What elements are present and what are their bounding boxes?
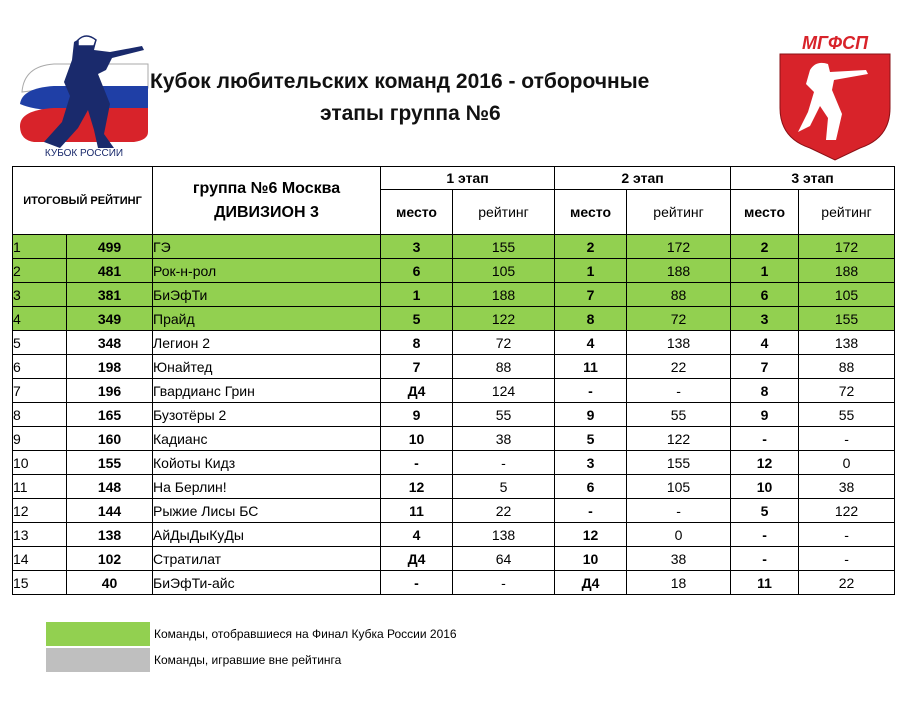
row-number: 13 [13, 523, 67, 547]
stage3-place: 5 [731, 499, 799, 523]
table-row [13, 307, 895, 331]
legend-text: Команды, игравшие вне рейтинга [154, 653, 342, 667]
row-number: 6 [13, 355, 67, 379]
stage1-place: 4 [381, 523, 453, 547]
stage2-rating: - [627, 499, 731, 523]
stage3-place: - [731, 427, 799, 451]
stage2-rating: 138 [627, 331, 731, 355]
header-place-2: место [555, 190, 627, 235]
page-title [150, 66, 770, 130]
row-number: 10 [13, 451, 67, 475]
table-row [13, 499, 895, 523]
total-rating: 138 [67, 523, 153, 547]
stage2-place: 2 [555, 235, 627, 259]
row-number: 11 [13, 475, 67, 499]
stage3-rating: 0 [799, 451, 895, 475]
legend-text: Команды, отобравшиеся на Финал Кубка России 2016 [154, 627, 457, 641]
stage2-rating: 72 [627, 307, 731, 331]
stage1-place: Д4 [381, 379, 453, 403]
stage3-place: 8 [731, 379, 799, 403]
team-name: Бузотёры 2 [153, 403, 381, 427]
total-rating: 148 [67, 475, 153, 499]
stage3-rating: 105 [799, 283, 895, 307]
logo-left-caption: КУБОК РОССИИ [44, 148, 124, 159]
title-line-2: этапы группа №6 [320, 102, 501, 125]
stage3-rating: 172 [799, 235, 895, 259]
table-row [13, 403, 895, 427]
header-rating-1: рейтинг [453, 190, 555, 235]
total-rating: 381 [67, 283, 153, 307]
stage2-rating: 22 [627, 355, 731, 379]
stage2-place: 11 [555, 355, 627, 379]
team-name: Койоты Кидз [153, 451, 381, 475]
stage3-rating: 122 [799, 499, 895, 523]
stage1-place: 10 [381, 427, 453, 451]
stage1-rating: 72 [453, 331, 555, 355]
total-rating: 196 [67, 379, 153, 403]
header-stage-2: 2 этап [555, 167, 731, 190]
team-name: Кадианс [153, 427, 381, 451]
stage2-place: 5 [555, 427, 627, 451]
stage1-place: 3 [381, 235, 453, 259]
stage3-place: 7 [731, 355, 799, 379]
team-name: БиЭфТи-айс [153, 571, 381, 595]
total-rating: 348 [67, 331, 153, 355]
stage2-rating: 0 [627, 523, 731, 547]
stage3-place: 4 [731, 331, 799, 355]
stage2-place: 9 [555, 403, 627, 427]
table-row [13, 427, 895, 451]
stage1-place: 1 [381, 283, 453, 307]
table-row [13, 523, 895, 547]
row-number: 15 [13, 571, 67, 595]
stage3-rating: 38 [799, 475, 895, 499]
stage1-rating: - [453, 451, 555, 475]
total-rating: 160 [67, 427, 153, 451]
table-body [13, 235, 895, 595]
stage3-place: 2 [731, 235, 799, 259]
team-name: Гвардианс Грин [153, 379, 381, 403]
header-total-rating: ИТОГОВЫЙ РЕЙТИНГ [13, 167, 153, 235]
stage2-place: 8 [555, 307, 627, 331]
stage1-rating: 64 [453, 547, 555, 571]
row-number: 12 [13, 499, 67, 523]
stage2-rating: 122 [627, 427, 731, 451]
stage3-rating: - [799, 547, 895, 571]
stage2-place: 4 [555, 331, 627, 355]
stage2-place: Д4 [555, 571, 627, 595]
row-number: 3 [13, 283, 67, 307]
stage1-place: - [381, 571, 453, 595]
total-rating: 198 [67, 355, 153, 379]
stage2-rating: 105 [627, 475, 731, 499]
total-rating: 165 [67, 403, 153, 427]
team-name: Легион 2 [153, 331, 381, 355]
team-name: АйДыДыКуДы [153, 523, 381, 547]
table-row [13, 235, 895, 259]
stage1-rating: 155 [453, 235, 555, 259]
stage3-rating: 188 [799, 259, 895, 283]
team-name: Юнайтед [153, 355, 381, 379]
stage3-rating: 138 [799, 331, 895, 355]
row-number: 7 [13, 379, 67, 403]
row-number: 1 [13, 235, 67, 259]
stage1-rating: 105 [453, 259, 555, 283]
stage2-rating: 18 [627, 571, 731, 595]
header-rating-3: рейтинг [799, 190, 895, 235]
total-rating: 499 [67, 235, 153, 259]
row-number: 4 [13, 307, 67, 331]
stage1-rating: 55 [453, 403, 555, 427]
logo-right-caption: МГФСП [801, 33, 869, 53]
team-name: Рок-н-рол [153, 259, 381, 283]
kubok-rossii-logo [14, 30, 154, 160]
stage3-rating: 88 [799, 355, 895, 379]
legend-swatch [46, 648, 150, 672]
team-name: На Берлин! [153, 475, 381, 499]
rating-table [12, 166, 895, 595]
stage2-rating: - [627, 379, 731, 403]
stage1-place: 7 [381, 355, 453, 379]
header-place-1: место [381, 190, 453, 235]
stage2-place: 6 [555, 475, 627, 499]
table-row [13, 571, 895, 595]
row-number: 5 [13, 331, 67, 355]
team-name: Рыжие Лисы БС [153, 499, 381, 523]
stage1-rating: 5 [453, 475, 555, 499]
total-rating: 155 [67, 451, 153, 475]
stage3-place: 1 [731, 259, 799, 283]
mgfsp-logo [776, 30, 894, 162]
legend-swatch [46, 622, 150, 646]
header-rating-2: рейтинг [627, 190, 731, 235]
title-line-1: Кубок любительских команд 2016 - отборочные [150, 70, 650, 93]
stage2-rating: 155 [627, 451, 731, 475]
table-row [13, 379, 895, 403]
header-place-3: место [731, 190, 799, 235]
stage3-place: - [731, 523, 799, 547]
total-rating: 102 [67, 547, 153, 571]
stage2-rating: 172 [627, 235, 731, 259]
header-stage-3: 3 этап [731, 167, 895, 190]
stage3-place: 10 [731, 475, 799, 499]
stage3-place: - [731, 547, 799, 571]
stage1-rating: 122 [453, 307, 555, 331]
stage1-rating: 88 [453, 355, 555, 379]
stage3-rating: 155 [799, 307, 895, 331]
stage2-place: 12 [555, 523, 627, 547]
total-rating: 481 [67, 259, 153, 283]
paintball-player-logo-icon [14, 30, 154, 160]
stage1-rating: 38 [453, 427, 555, 451]
team-name: БиЭфТи [153, 283, 381, 307]
row-number: 2 [13, 259, 67, 283]
stage2-rating: 188 [627, 259, 731, 283]
row-number: 8 [13, 403, 67, 427]
stage1-place: Д4 [381, 547, 453, 571]
total-rating: 349 [67, 307, 153, 331]
header-group-line-1: группа №6 Москва [192, 179, 341, 197]
table-row [13, 547, 895, 571]
stage1-rating: 22 [453, 499, 555, 523]
total-rating: 40 [67, 571, 153, 595]
paintball-shield-logo-icon [776, 30, 894, 162]
stage2-rating: 55 [627, 403, 731, 427]
stage2-place: 1 [555, 259, 627, 283]
stage3-rating: - [799, 427, 895, 451]
stage1-rating: 138 [453, 523, 555, 547]
stage2-rating: 38 [627, 547, 731, 571]
stage3-place: 11 [731, 571, 799, 595]
stage2-rating: 88 [627, 283, 731, 307]
table-row [13, 451, 895, 475]
stage1-place: 9 [381, 403, 453, 427]
stage1-place: 5 [381, 307, 453, 331]
stage1-place: 8 [381, 331, 453, 355]
stage1-rating: - [453, 571, 555, 595]
stage2-place: - [555, 499, 627, 523]
stage1-place: 12 [381, 475, 453, 499]
table-row [13, 283, 895, 307]
table-row [13, 331, 895, 355]
team-name: Стратилат [153, 547, 381, 571]
team-name: Прайд [153, 307, 381, 331]
stage1-place: 11 [381, 499, 453, 523]
row-number: 9 [13, 427, 67, 451]
stage2-place: - [555, 379, 627, 403]
header-group [153, 167, 381, 235]
stage3-place: 6 [731, 283, 799, 307]
stage2-place: 3 [555, 451, 627, 475]
stage3-rating: 72 [799, 379, 895, 403]
stage3-place: 12 [731, 451, 799, 475]
table-row [13, 259, 895, 283]
stage2-place: 10 [555, 547, 627, 571]
stage1-rating: 124 [453, 379, 555, 403]
header-group-line-2: ДИВИЗИОН 3 [214, 203, 319, 221]
stage2-place: 7 [555, 283, 627, 307]
stage1-rating: 188 [453, 283, 555, 307]
stage3-rating: - [799, 523, 895, 547]
stage3-rating: 22 [799, 571, 895, 595]
table-row [13, 475, 895, 499]
stage3-place: 3 [731, 307, 799, 331]
row-number: 14 [13, 547, 67, 571]
total-rating: 144 [67, 499, 153, 523]
stage3-place: 9 [731, 403, 799, 427]
header-stage-1: 1 этап [381, 167, 555, 190]
table-row [13, 355, 895, 379]
stage3-rating: 55 [799, 403, 895, 427]
team-name: ГЭ [153, 235, 381, 259]
stage1-place: 6 [381, 259, 453, 283]
stage1-place: - [381, 451, 453, 475]
